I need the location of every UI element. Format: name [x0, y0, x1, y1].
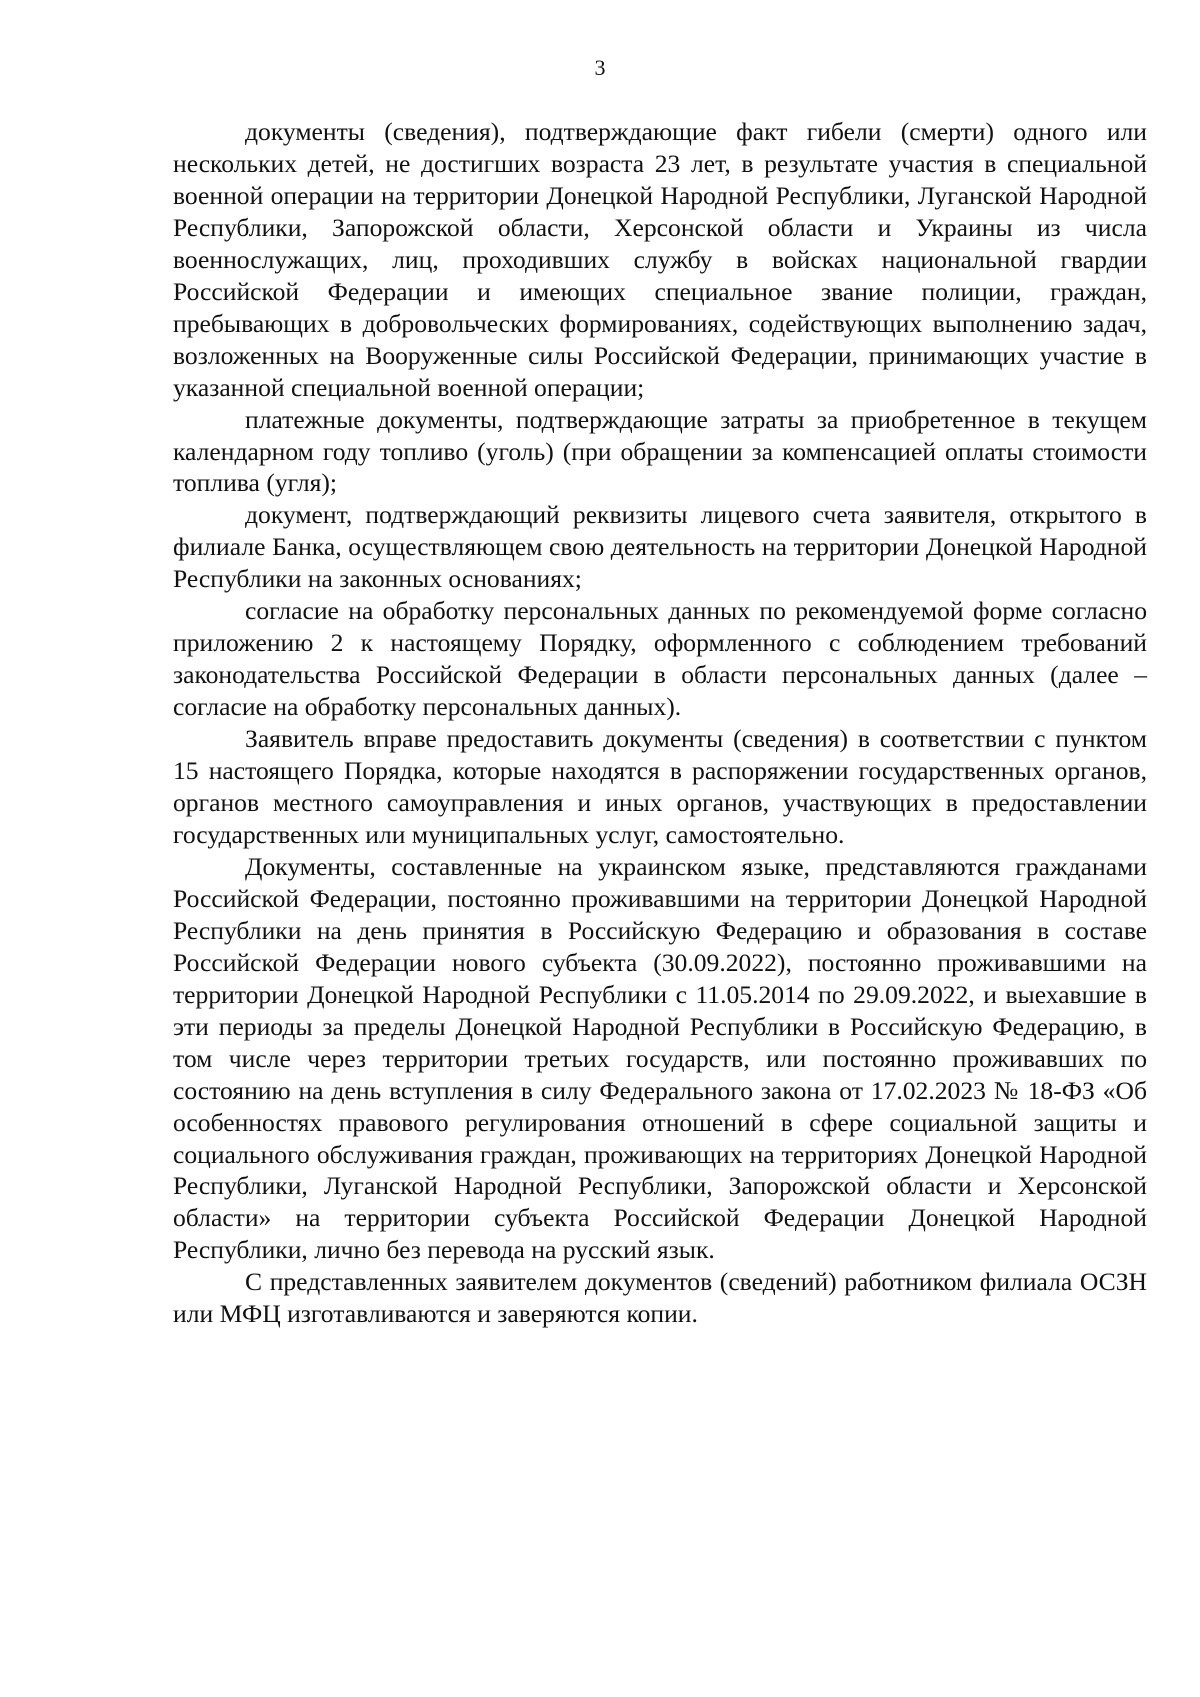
paragraph-ukrainian-documents: Документы, составленные на украинском языке, представляются гражданами Российской Федерации, постоянно проживавшими на территории Донецкой Народной Республики на день принятия в Российскую Федерацию и образования в составе Российской Федерации нового субъекта (30.09.2022), постоянно проживавшими на территории Донецкой Народной Республики с 11.05.2014 по 29.09.2022, и выехавшие в эти периоды за пределы Донецкой Народной Республики в Российскую Федерацию, в том числе через территории третьих государств, или постоянно проживавших по состоянию на день вступления в силу Федерального закона от 17.02.2023 № 18-ФЗ «Об особенностях правового регулирования отношений в сфере социальной защиты и социального обслуживания граждан, проживающих на территориях Донецкой Народной Республики, Луганской Народной Республики, Запорожской области и Херсонской области» на территории субъекта Российской Федерации Донецкой Народной Республики, лично без перевода на русский язык. — [173, 851, 1147, 1265]
paragraph-applicant-right: Заявитель вправе предоставить документы (сведения) в соответствии с пунктом 15 настоящего Порядка, которые находятся в распоряжении государственных органов, органов местного самоуправления и иных органов, участвующих в предоставлении государственных или муниципальных услуг, самостоятельно. — [173, 724, 1147, 849]
page-number: 3 — [594, 55, 606, 80]
paragraph-death-documents: документы (сведения), подтверждающие факт гибели (смерти) одного или нескольких детей, не достигших возраста 23 лет, в результате участия в специальной военной операции на территории Донецкой Народной Республики, Луганской Народной Республики, Запорожской области, Херсонской области и Украины из числа военнослужащих, лиц, проходивших службу в войсках национальной гвардии Российской Федерации и имеющих специальное звание полиции, граждан, пребывающих в добровольческих формированиях, содействующих выполнению задач, возложенных на Вооруженные силы Российской Федерации, принимающих участие в указанной специальной военной операции; — [173, 117, 1147, 402]
paragraph-payment-documents: платежные документы, подтверждающие затраты за приобретенное в текущем календарном году топливо (уголь) (при обращении за компенсацией оплаты стоимости топлива (угля); — [173, 404, 1147, 498]
document-body — [173, 116, 1147, 1330]
paragraph-personal-data-consent: согласие на обработку персональных данных по рекомендуемой форме согласно приложению 2 к настоящему Порядку, оформленного с соблюдением требований законодательства Российской Федерации в области персональных данных (далее – согласие на обработку персональных данных). — [173, 596, 1147, 722]
paragraph-copies: С представленных заявителем документов (сведений) работником филиала ОСЗН или МФЦ изготавливаются и заверяются копии. — [173, 1267, 1147, 1329]
paragraph-bank-account: документ, подтверждающий реквизиты лицевого счета заявителя, открытого в филиале Банка, осуществляющем свою деятельность на территории Донецкой Народной Республики на законных основаниях; — [173, 500, 1147, 594]
